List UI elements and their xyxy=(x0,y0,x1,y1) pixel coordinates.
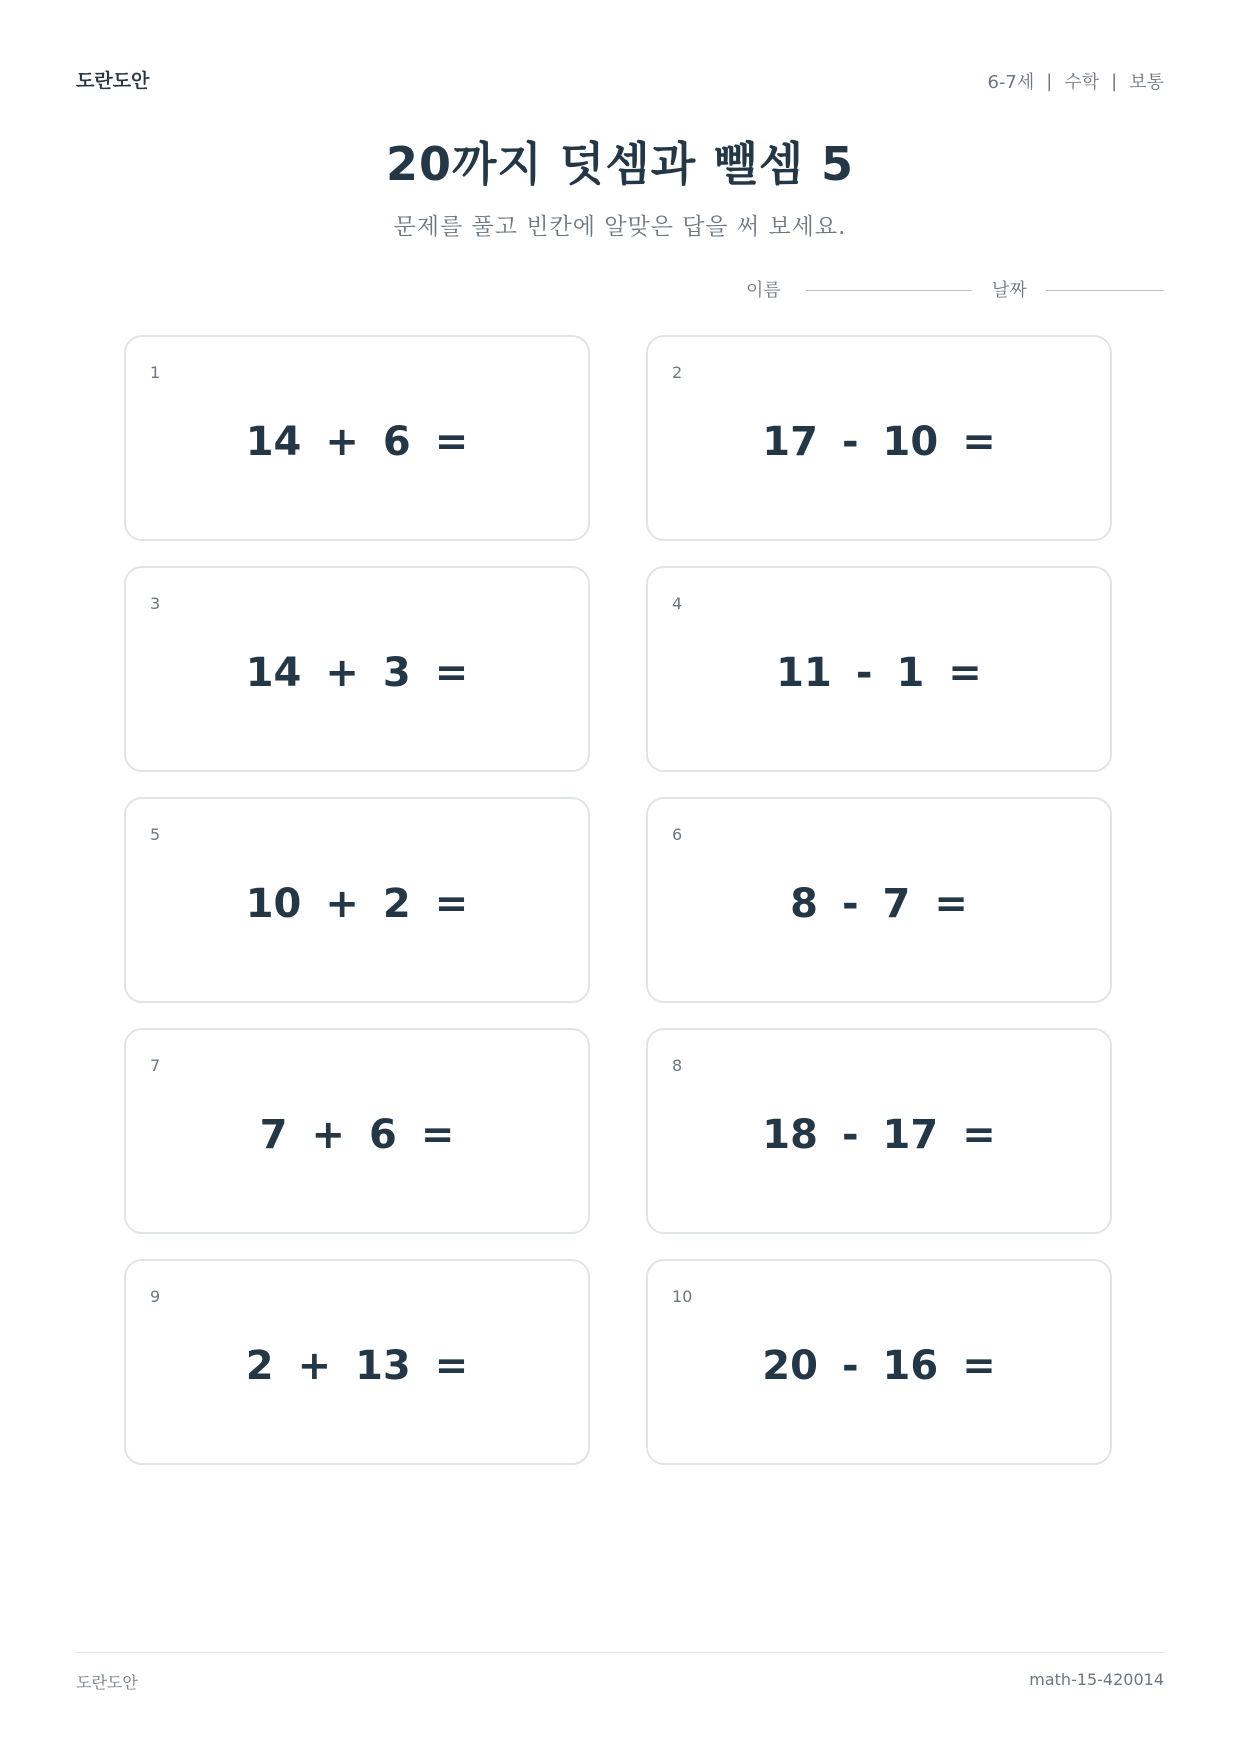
problem-equation xyxy=(126,1112,588,1158)
operator: + xyxy=(325,650,359,696)
problem-card xyxy=(646,566,1112,772)
problem-card xyxy=(124,566,590,772)
operand-a: 14 xyxy=(245,650,302,696)
problem-number: 9 xyxy=(150,1287,161,1306)
header-meta xyxy=(987,68,1164,94)
operator: + xyxy=(325,881,359,927)
operand-b: 13 xyxy=(355,1343,411,1389)
operator: - xyxy=(841,419,859,465)
operand-b: 3 xyxy=(382,650,411,696)
problem-equation xyxy=(648,1343,1110,1389)
meta-separator: | xyxy=(1111,70,1118,92)
problem-number: 4 xyxy=(672,594,683,613)
equals-sign: = xyxy=(434,650,469,696)
header-brand: 도란도안 xyxy=(76,70,150,92)
age-label: 6-7세 xyxy=(987,72,1035,93)
page-title: 20까지 덧셈과 뺄셈 5 xyxy=(385,137,855,191)
operand-a: 10 xyxy=(245,881,302,927)
equals-sign: = xyxy=(962,1112,996,1158)
operator: + xyxy=(297,1343,332,1389)
problem-number: 2 xyxy=(672,363,683,382)
operand-b: 17 xyxy=(882,1112,939,1158)
problem-card xyxy=(124,335,590,541)
equals-sign: = xyxy=(948,650,982,696)
operand-b: 7 xyxy=(882,881,911,927)
operand-b: 16 xyxy=(882,1343,939,1389)
problem-equation xyxy=(126,881,588,927)
name-line[interactable] xyxy=(806,290,972,291)
footer-rule xyxy=(76,1652,1164,1653)
footer-code: math-15-420014 xyxy=(1029,1670,1164,1689)
page-subtitle: 문제를 풀고 빈칸에 알맞은 답을 써 보세요. xyxy=(393,214,847,240)
date-line[interactable] xyxy=(1046,290,1164,291)
problem-equation xyxy=(648,419,1110,465)
operand-b: 6 xyxy=(369,1112,397,1158)
problem-card xyxy=(646,335,1112,541)
operand-a: 17 xyxy=(762,419,818,465)
meta-separator: | xyxy=(1046,70,1053,92)
operand-a: 7 xyxy=(259,1112,288,1158)
operand-a: 2 xyxy=(245,1343,274,1389)
problem-card xyxy=(124,797,590,1003)
equals-sign: = xyxy=(434,881,469,927)
operand-a: 11 xyxy=(776,650,832,696)
problem-number: 6 xyxy=(672,825,683,844)
name-label: 이름 xyxy=(746,280,781,301)
operand-a: 18 xyxy=(762,1112,818,1158)
operator: - xyxy=(841,881,859,927)
problem-number: 10 xyxy=(672,1287,693,1306)
equals-sign: = xyxy=(434,419,469,465)
operator: - xyxy=(841,1112,859,1158)
problem-number: 1 xyxy=(150,363,161,382)
operator: - xyxy=(855,650,873,696)
operand-a: 20 xyxy=(762,1343,818,1389)
operand-a: 14 xyxy=(245,419,302,465)
operator: - xyxy=(841,1343,859,1389)
operator: + xyxy=(311,1112,345,1158)
footer-brand: 도란도안 xyxy=(76,1673,138,1692)
problem-number: 5 xyxy=(150,825,161,844)
operand-b: 2 xyxy=(382,881,411,927)
problem-card xyxy=(124,1259,590,1465)
problem-equation xyxy=(648,650,1110,696)
subject-label: 수학 xyxy=(1064,72,1100,93)
operand-b: 6 xyxy=(382,419,411,465)
problem-equation xyxy=(126,650,588,696)
date-label: 날짜 xyxy=(992,280,1027,301)
problem-number: 7 xyxy=(150,1056,161,1075)
problem-equation xyxy=(648,881,1110,927)
equals-sign: = xyxy=(934,881,968,927)
problem-card xyxy=(646,1259,1112,1465)
problem-card xyxy=(646,1028,1112,1234)
operand-b: 1 xyxy=(896,650,925,696)
problem-equation xyxy=(126,1343,588,1389)
problem-equation xyxy=(126,419,588,465)
equals-sign: = xyxy=(420,1112,455,1158)
problem-number: 3 xyxy=(150,594,161,613)
problem-card xyxy=(646,797,1112,1003)
operand-a: 8 xyxy=(790,881,818,927)
equals-sign: = xyxy=(434,1343,469,1389)
level-label: 보통 xyxy=(1129,72,1164,93)
problem-equation xyxy=(648,1112,1110,1158)
problem-number: 8 xyxy=(672,1056,683,1075)
operator: + xyxy=(325,419,359,465)
equals-sign: = xyxy=(962,1343,996,1389)
operand-b: 10 xyxy=(882,419,939,465)
problem-card xyxy=(124,1028,590,1234)
equals-sign: = xyxy=(962,419,996,465)
